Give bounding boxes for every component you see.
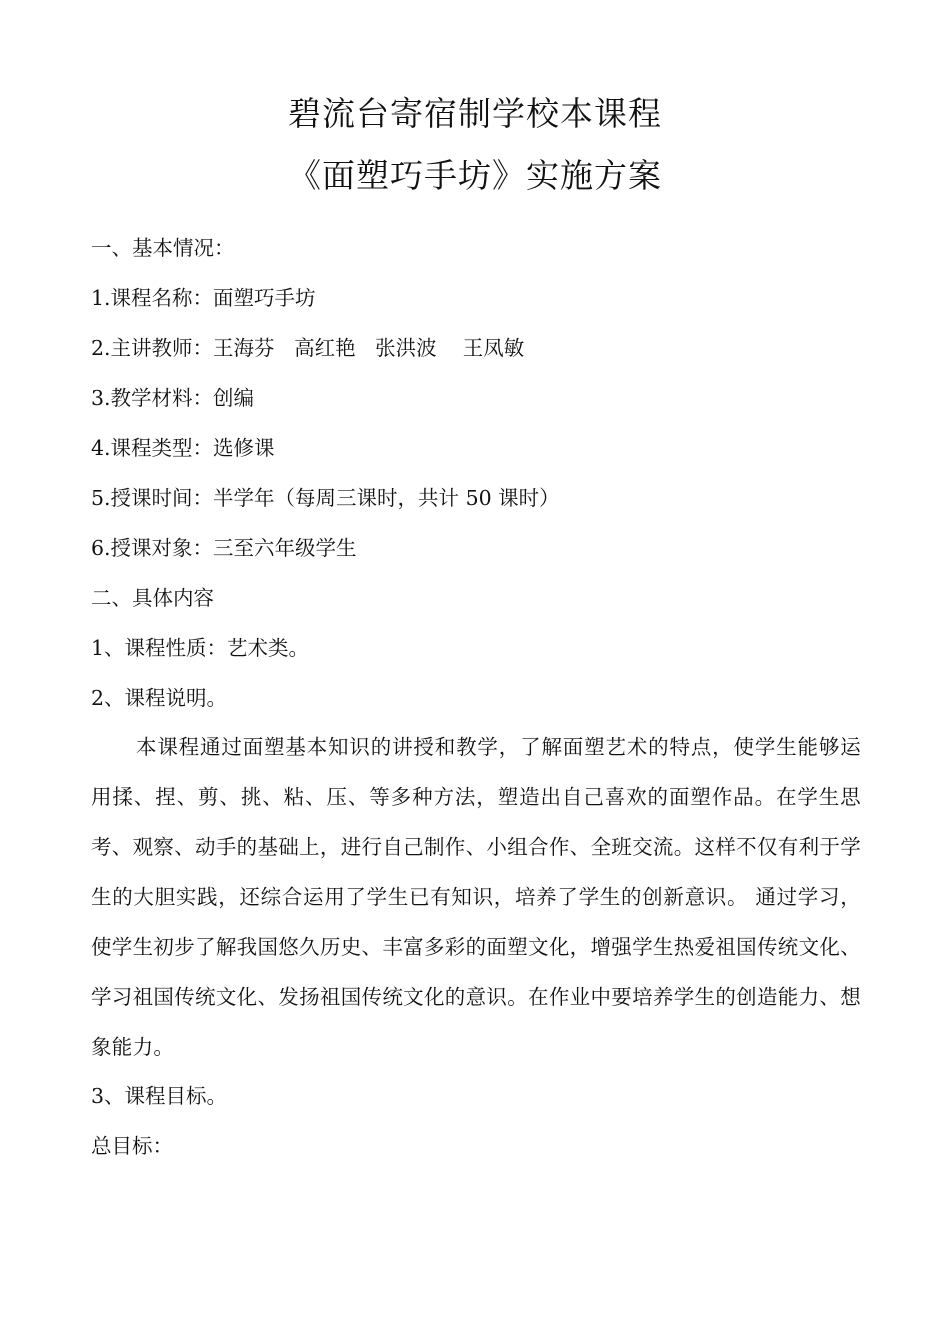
target-students-line: 6.授课对象：三至六年级学生 (91, 536, 357, 560)
document-title-line-1: 碧流台寄宿制学校本课程 (288, 94, 662, 133)
section-2-heading: 二、具体内容 (91, 586, 214, 610)
document-title-line-2: 《面塑巧手坊》实施方案 (288, 156, 662, 195)
materials-line: 3.教学材料：创编 (91, 386, 255, 410)
course-description-heading: 2、课程说明。 (91, 686, 228, 710)
teachers-line: 2.主讲教师：王海芬 高红艳 张洪波 王凤敏 (91, 336, 525, 360)
section-1-heading: 一、基本情况： (91, 236, 235, 260)
overall-goal-label: 总目标： (91, 1134, 173, 1158)
course-type-line: 4.课程类型：选修课 (91, 436, 275, 460)
teaching-time-line: 5.授课时间：半学年（每周三课时，共计 50 课时） (91, 486, 560, 510)
course-goals-heading: 3、课程目标。 (91, 1084, 228, 1108)
course-nature-line: 1、课程性质：艺术类。 (91, 636, 310, 660)
course-description-paragraph: 本课程通过面塑基本知识的讲授和教学，了解面塑艺术的特点，使学生能够运用揉、捏、剪、挑、粘、压、等多种方法，塑造出自己喜欢的面塑作品。在学生思考、观察、动手的基础上，进行自己制作、小组合作、全班交流。这样不仅有利于学生的大胆实践，还综合运用了学生已有知识，培养了学生的创新意识。 通过学习，使学生初步了解我国悠久历史、丰富多彩的面塑文化，增强学生热爱祖国传统文化、学习祖国传统文化、发扬祖国传统文化的意识。在作业中要培养学生的创造能力、想象能力。 (91, 735, 861, 1059)
course-name-line: 1.课程名称：面塑巧手坊 (91, 286, 316, 310)
